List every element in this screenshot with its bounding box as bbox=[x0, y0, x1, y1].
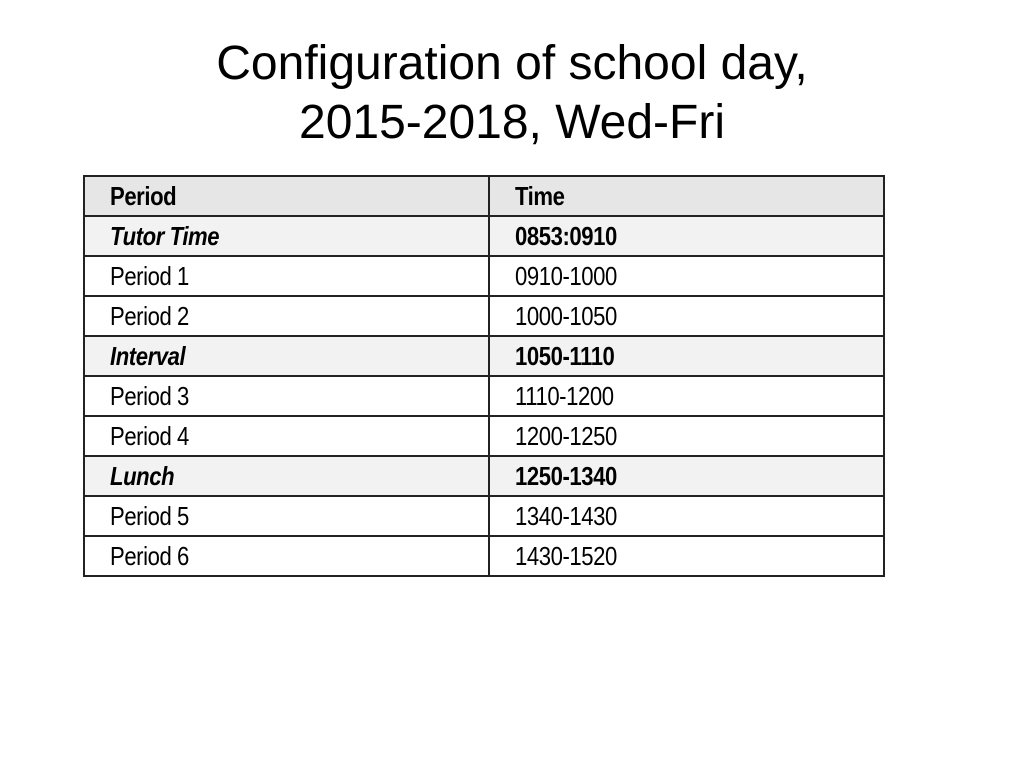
period-cell: Tutor Time bbox=[84, 216, 489, 256]
period-cell: Lunch bbox=[84, 456, 489, 496]
table-row bbox=[84, 496, 884, 536]
time-cell: 1050-1110 bbox=[489, 336, 884, 376]
title-line-2: 2015-2018, Wed-Fri bbox=[299, 96, 725, 149]
time-cell: 0910-1000 bbox=[489, 256, 884, 296]
header-time: Time bbox=[489, 176, 884, 216]
time-cell: 1110-1200 bbox=[489, 376, 884, 416]
time-cell: 1430-1520 bbox=[489, 536, 884, 576]
time-cell: 1200-1250 bbox=[489, 416, 884, 456]
table-header-row bbox=[84, 176, 884, 216]
table-row bbox=[84, 336, 884, 376]
time-cell: 1000-1050 bbox=[489, 296, 884, 336]
period-cell: Period 5 bbox=[84, 496, 489, 536]
table-body bbox=[84, 216, 884, 576]
table-row bbox=[84, 456, 884, 496]
slide-title bbox=[0, 34, 1024, 152]
period-cell: Period 6 bbox=[84, 536, 489, 576]
title-line-1: Configuration of school day, bbox=[216, 37, 808, 90]
period-cell: Period 2 bbox=[84, 296, 489, 336]
table-row bbox=[84, 216, 884, 256]
period-cell: Period 3 bbox=[84, 376, 489, 416]
table-row bbox=[84, 256, 884, 296]
table-row bbox=[84, 296, 884, 336]
time-cell: 1340-1430 bbox=[489, 496, 884, 536]
period-cell: Period 4 bbox=[84, 416, 489, 456]
header-period: Period bbox=[84, 176, 489, 216]
time-cell: 0853:0910 bbox=[489, 216, 884, 256]
period-cell: Period 1 bbox=[84, 256, 489, 296]
table-row bbox=[84, 536, 884, 576]
time-cell: 1250-1340 bbox=[489, 456, 884, 496]
schedule-table bbox=[83, 175, 885, 577]
table-row bbox=[84, 416, 884, 456]
period-cell: Interval bbox=[84, 336, 489, 376]
table-row bbox=[84, 376, 884, 416]
